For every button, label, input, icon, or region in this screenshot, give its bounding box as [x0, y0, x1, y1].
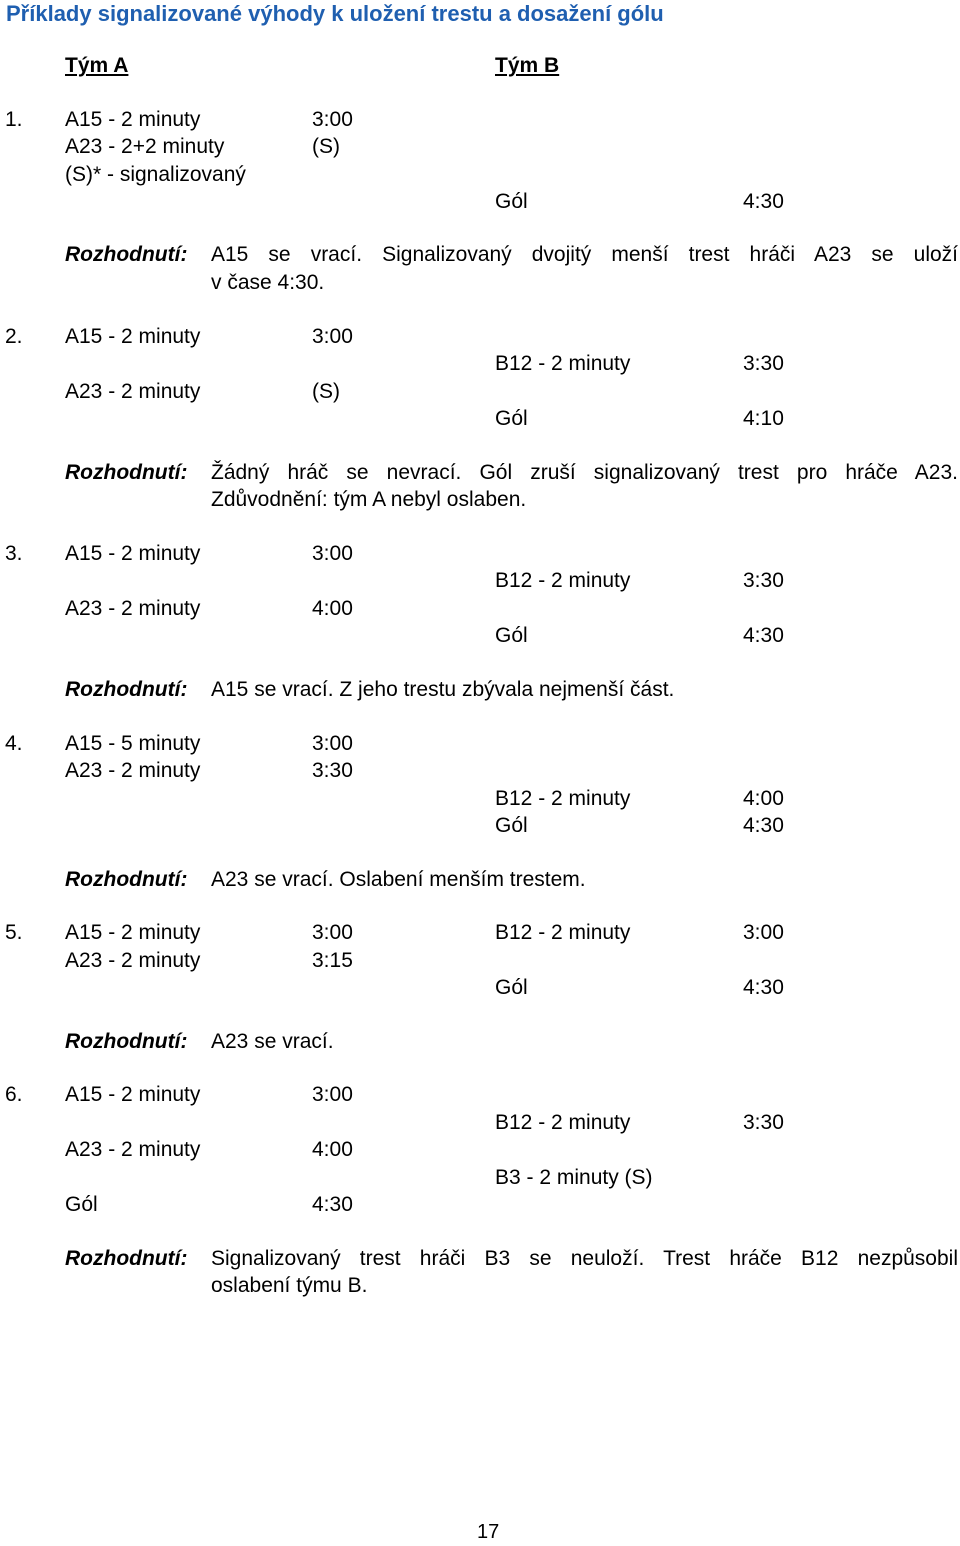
team-a-time: 3:00: [312, 921, 353, 944]
team-a-note: (S)* - signalizovaný: [65, 163, 246, 186]
team-a-penalty: A15 - 5 minuty: [65, 732, 201, 755]
team-a-penalty: A15 - 2 minuty: [65, 542, 201, 565]
team-a-penalty: A23 - 2+2 minuty: [65, 135, 225, 158]
team-b-time: 4:30: [743, 976, 784, 999]
team-b-time: 4:10: [743, 407, 784, 430]
team-a-event: Gól: [65, 1193, 98, 1216]
team-b-event: Gól: [495, 624, 528, 647]
team-b-time: 3:00: [743, 921, 784, 944]
team-a-time: (S): [312, 380, 340, 403]
decision-text: A15 se vrací. Z jeho trestu zbývala nejmenší část.: [211, 678, 675, 701]
team-b-penalty: B12 - 2 minuty: [495, 352, 631, 375]
team-b-penalty: B12 - 2 minuty: [495, 569, 631, 592]
example-number: 6.: [5, 1083, 23, 1106]
team-b-event: Gól: [495, 814, 528, 837]
team-a-penalty: A23 - 2 minuty: [65, 380, 201, 403]
team-b-time: 4:00: [743, 787, 784, 810]
team-b-time: 4:30: [743, 190, 784, 213]
decision-label: Rozhodnutí:: [65, 461, 188, 484]
team-b-event: Gól: [495, 407, 528, 430]
team-a-time: 4:00: [312, 1138, 353, 1161]
example-number: 3.: [5, 542, 23, 565]
team-a-time: 3:00: [312, 542, 353, 565]
decision-label: Rozhodnutí:: [65, 678, 188, 701]
team-a-time: 3:00: [312, 108, 353, 131]
team-b-event: Gól: [495, 976, 528, 999]
decision-text: v čase 4:30.: [211, 271, 325, 294]
team-a-penalty: A23 - 2 minuty: [65, 1138, 201, 1161]
example-number: 5.: [5, 921, 23, 944]
team-b-time: 3:30: [743, 569, 784, 592]
decision-text: A23 se vrací.: [211, 1030, 334, 1053]
team-a-penalty: A15 - 2 minuty: [65, 921, 201, 944]
team-b-time: 4:30: [743, 624, 784, 647]
decision-text: A23 se vrací. Oslabení menším trestem.: [211, 868, 586, 891]
team-a-penalty: A23 - 2 minuty: [65, 759, 201, 782]
team-a-time: 3:30: [312, 759, 353, 782]
team-b-time: 3:30: [743, 1111, 784, 1134]
team-b-penalty: B12 - 2 minuty: [495, 787, 631, 810]
team-a-penalty: A23 - 2 minuty: [65, 597, 201, 620]
decision-label: Rozhodnutí:: [65, 868, 188, 891]
team-a-time: 3:15: [312, 949, 353, 972]
team-a-penalty: A15 - 2 minuty: [65, 325, 201, 348]
page-title: Příklady signalizované výhody k uložení trestu a dosažení gólu: [6, 1, 664, 26]
team-a-time: (S): [312, 135, 340, 158]
header-team-a: Tým A: [65, 54, 129, 77]
team-b-time: 3:30: [743, 352, 784, 375]
team-a-time: 3:00: [312, 732, 353, 755]
team-b-time: 4:30: [743, 814, 784, 837]
decision-text: Zdůvodnění: tým A nebyl oslaben.: [211, 488, 527, 511]
team-b-penalty: B12 - 2 minuty: [495, 921, 631, 944]
page-number: 17: [477, 1521, 500, 1543]
decision-text: oslabení týmu B.: [211, 1274, 368, 1297]
decision-text: A15 se vrací. Signalizovaný dvojitý menší trest hráči A23 se uloží: [211, 243, 958, 266]
decision-label: Rozhodnutí:: [65, 1247, 188, 1270]
header-team-b: Tým B: [495, 54, 560, 77]
team-a-time: 4:30: [312, 1193, 353, 1216]
example-number: 2.: [5, 325, 23, 348]
decision-label: Rozhodnutí:: [65, 243, 188, 266]
team-a-penalty: A15 - 2 minuty: [65, 1083, 201, 1106]
decision-label: Rozhodnutí:: [65, 1030, 188, 1053]
team-a-time: 3:00: [312, 1083, 353, 1106]
team-a-time: 4:00: [312, 597, 353, 620]
team-a-penalty: A23 - 2 minuty: [65, 949, 201, 972]
example-number: 1.: [5, 108, 23, 131]
team-b-penalty: B12 - 2 minuty: [495, 1111, 631, 1134]
team-b-event: Gól: [495, 190, 528, 213]
team-a-time: 3:00: [312, 325, 353, 348]
team-a-penalty: A15 - 2 minuty: [65, 108, 201, 131]
decision-text: Žádný hráč se nevrací. Gól zruší signalizovaný trest pro hráče A23.: [211, 461, 958, 484]
decision-text: Signalizovaný trest hráči B3 se neuloží. Trest hráče B12 nezpůsobil: [211, 1247, 958, 1270]
example-number: 4.: [5, 732, 23, 755]
team-b-penalty: B3 - 2 minuty (S): [495, 1166, 653, 1189]
